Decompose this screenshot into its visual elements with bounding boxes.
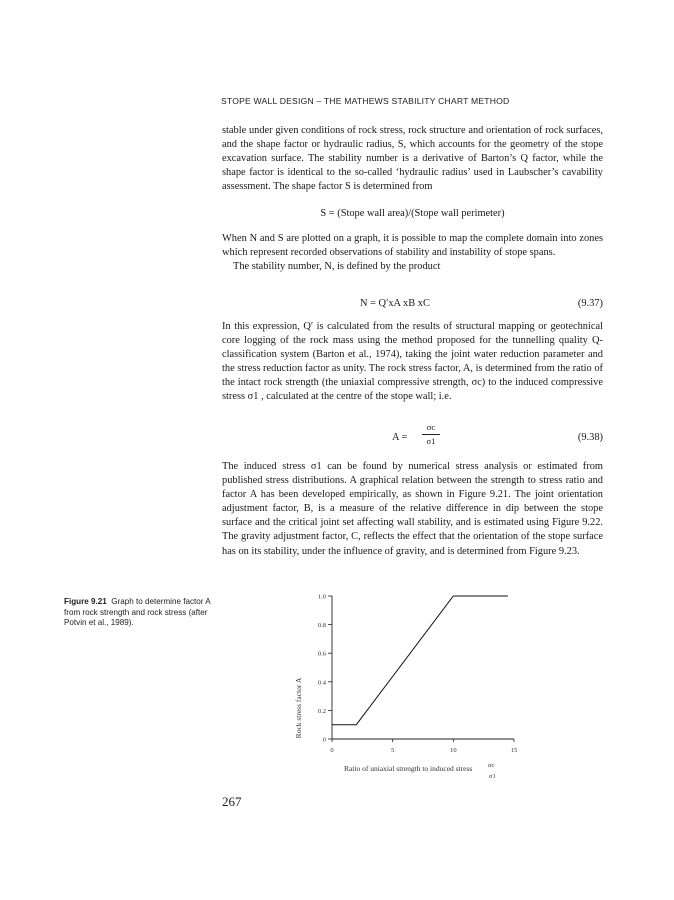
x-axis-label-fraction-top: σc — [488, 762, 495, 769]
paragraph-1: stable under given conditions of rock stress, rock structure and orientation of rock surfaces, and the shape factor or hydraulic radius, S, which accounts for the geometry of the stope excavation surface. The stability number is a derivative of Barton’s Q factor, while the shape factor is identical to the so-called ‘hydraulic radius’ used in Laubscher’s cavability assessment. The shape factor S is determined from — [222, 125, 603, 193]
figure-caption: Figure 9.21 Graph to determine factor A from rock strength and rock stress (after Potvin et al., 1989). — [64, 597, 211, 628]
paragraph-3: In this expression, Q′ is calculated from the results of structural mapping or geotechnical core logging of the rock mass using the method proposed for the tunnelling quality Q-classification system (Barton et al., 1974), taking the joint water reduction parameter and the stress reduction factor as unity. The rock stress factor, A, is determined from the ratio of the intact rock strength (the uniaxial compressive strength, σc) to the induced compressive stress σ1 , calculated at the centre of the stope wall; i.e. — [222, 321, 603, 403]
y-tick-label: 0.4 — [317, 679, 326, 687]
x-tick-label: 5 — [391, 747, 395, 754]
chart-ticks — [318, 594, 517, 755]
page-number: 267 — [222, 794, 242, 809]
rock-stress-factor-chart — [282, 588, 542, 788]
paragraph-4: The induced stress σ1 can be found by numerical stress analysis or estimated from published stress distributions. A graphical relation between the strength to stress ratio and factor A has been developed empirically, as shown in Figure 9.21. The joint orientation adjustment factor, B, is a measure of the relative difference in dip between the stope surface and the critical joint set affecting wall stability, and is estimated using Figure 9.22. The gravity adjustment factor, C, reflects the effect that the orientation of the stope surface has on its stability, under the influence of gravity, and is determined from Figure 9.23. — [222, 461, 603, 557]
y-tick-label: 1.0 — [317, 593, 326, 601]
running-head: STOPE WALL DESIGN – THE MATHEWS STABILITY CHART METHOD — [221, 96, 510, 106]
chart-axes — [332, 596, 514, 739]
x-axis-label-fraction-bottom: σ1 — [489, 773, 496, 780]
y-tick-label: 0.6 — [317, 650, 326, 658]
x-tick-label: 10 — [450, 747, 457, 754]
fraction: σc σ1 — [422, 422, 440, 447]
paragraph-2: When N and S are plotted on a graph, it is possible to map the complete domain into zones which represent recorded observations of stability and instability of stope spans. The stability number, N, is defined by the product — [222, 233, 603, 273]
equation-number: (9.38) — [577, 432, 603, 443]
chart-plot — [332, 596, 508, 725]
equation-number: (9.37) — [577, 298, 603, 309]
equation-9-38: A = σc σ1 (9.38) — [392, 422, 603, 446]
y-tick-label: 0 — [322, 736, 326, 744]
y-tick-label: 0.2 — [317, 707, 326, 715]
y-tick-label: 0.8 — [317, 622, 326, 630]
y-axis-label: Rock stress factor A — [294, 677, 303, 739]
x-tick-label: 15 — [510, 747, 518, 754]
x-axis-label: Ratio of uniaxial strength to induced stress — [344, 764, 473, 773]
x-tick-label: 0 — [330, 747, 334, 754]
equation-shape-factor: S = (Stope wall area)/(Stope wall perimeter) — [320, 208, 505, 219]
series-line — [332, 596, 508, 725]
